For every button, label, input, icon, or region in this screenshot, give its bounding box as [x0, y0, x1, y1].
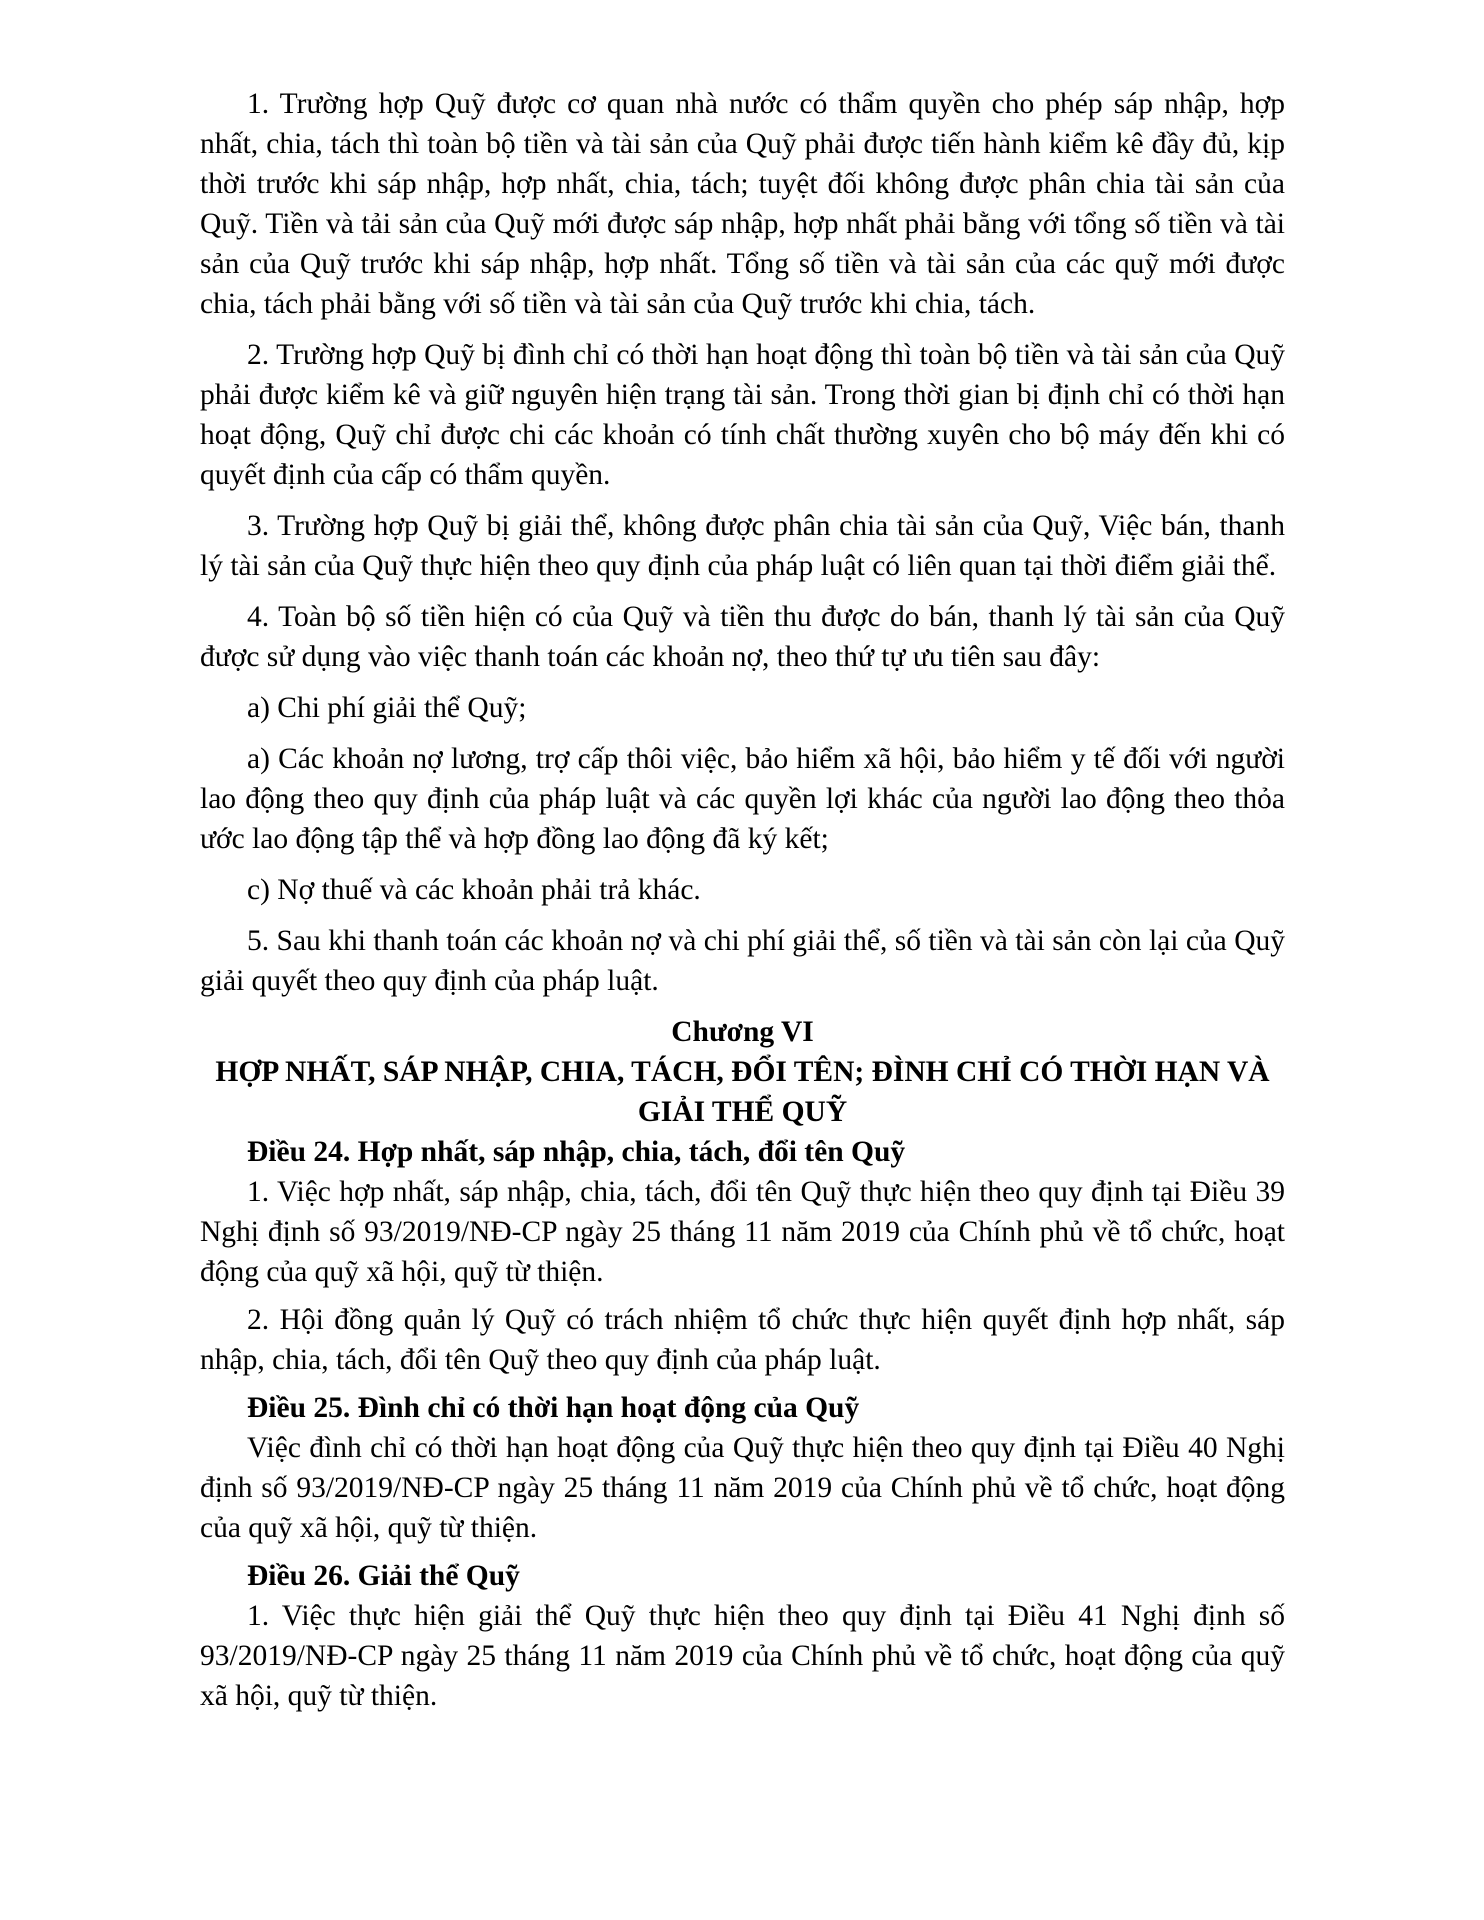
- paragraph-clause-4: 4. Toàn bộ số tiền hiện có của Quỹ và tiền thu được do bán, thanh lý tài sản của Quỹ được sử dụng vào việc thanh toán các khoản nợ, theo thứ tự ưu tiên sau đây:: [200, 601, 1285, 673]
- article-24-clause-2: 2. Hội đồng quản lý Quỹ có trách nhiệm tổ chức thực hiện quyết định hợp nhất, sáp nhập, chia, tách, đổi tên Quỹ theo quy định của pháp luật.: [200, 1304, 1285, 1376]
- paragraph-clause-1: 1. Trường hợp Quỹ được cơ quan nhà nước có thẩm quyền cho phép sáp nhập, hợp nhất, chia, tách thì toàn bộ tiền và tài sản của Quỹ phải được tiến hành kiểm kê đầy đủ, kịp thời trước khi sáp nhập, hợp nhất, chia, tách; tuyệt đối không được phân chia tài sản của Quỹ. Tiền và tải sản của Quỹ mới được sáp nhập, hợp nhất phải bằng với tổng số tiền và tài sản của Quỹ trước khi sáp nhập, hợp nhất. Tổng số tiền và tài sản của các quỹ mới được chia, tách phải bằng với số tiền và tài sản của Quỹ trước khi chia, tách.: [200, 88, 1285, 320]
- chapter-title: HỢP NHẤT, SÁP NHẬP, CHIA, TÁCH, ĐỔI TÊN; ĐÌNH CHỈ CÓ THỜI HẠN VÀ GIẢI THỂ QUỸ: [215, 1056, 1270, 1128]
- list-item-a2: a) Các khoản nợ lương, trợ cấp thôi việc, bảo hiểm xã hội, bảo hiểm y tế đối với người lao động theo quy định của pháp luật và các quyền lợi khác của người lao động theo thỏa ước lao động tập thể và hợp đồng lao động đã ký kết;: [200, 743, 1285, 855]
- article-25-heading: Điều 25. Đình chỉ có thời hạn hoạt động của Quỹ: [247, 1392, 860, 1424]
- paragraph-clause-3: 3. Trường hợp Quỹ bị giải thể, không được phân chia tài sản của Quỹ, Việc bán, thanh lý tài sản của Quỹ thực hiện theo quy định của pháp luật có liên quan tại thời điểm giải thể.: [200, 510, 1285, 582]
- list-item-a1: a) Chi phí giải thể Quỹ;: [247, 692, 527, 724]
- chapter-number: Chương VI: [671, 1016, 814, 1048]
- paragraph-clause-5: 5. Sau khi thanh toán các khoản nợ và chi phí giải thể, số tiền và tài sản còn lại của Quỹ giải quyết theo quy định của pháp luật.: [200, 925, 1285, 997]
- article-26-heading: Điều 26. Giải thể Quỹ: [247, 1560, 520, 1592]
- list-item-c: c) Nợ thuế và các khoản phải trả khác.: [247, 874, 701, 906]
- paragraph-clause-2: 2. Trường hợp Quỹ bị đình chỉ có thời hạn hoạt động thì toàn bộ tiền và tài sản của Quỹ phải được kiểm kê và giữ nguyên hiện trạng tài sản. Trong thời gian bị định chỉ có thời hạn hoạt động, Quỹ chỉ được chi các khoản có tính chất thường xuyên cho bộ máy đến khi có quyết định của cấp có thẩm quyền.: [200, 339, 1285, 491]
- article-25-body: Việc đình chỉ có thời hạn hoạt động của Quỹ thực hiện theo quy định tại Điều 40 Nghị định số 93/2019/NĐ-CP ngày 25 tháng 11 năm 2019 của Chính phủ về tổ chức, hoạt động của quỹ xã hội, quỹ từ thiện.: [200, 1432, 1285, 1544]
- article-24-heading: Điều 24. Hợp nhất, sáp nhập, chia, tách, đổi tên Quỹ: [247, 1136, 906, 1168]
- article-24-clause-1: 1. Việc hợp nhất, sáp nhập, chia, tách, đổi tên Quỹ thực hiện theo quy định tại Điều 39 Nghị định số 93/2019/NĐ-CP ngày 25 tháng 11 năm 2019 của Chính phủ về tổ chức, hoạt động của quỹ xã hội, quỹ từ thiện.: [200, 1176, 1285, 1288]
- article-26-clause-1: 1. Việc thực hiện giải thể Quỹ thực hiện theo quy định tại Điều 41 Nghị định số 93/2019/NĐ-CP ngày 25 tháng 11 năm 2019 của Chính phủ về tổ chức, hoạt động của quỹ xã hội, quỹ từ thiện.: [200, 1600, 1285, 1712]
